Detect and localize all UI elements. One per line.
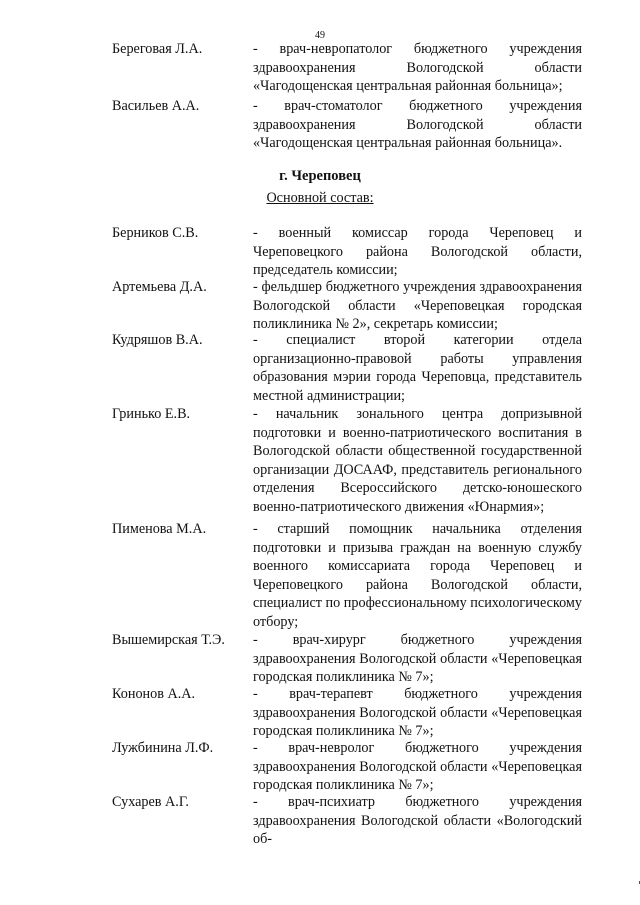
list-item xyxy=(112,793,582,849)
member-role: - врач-психиатр бюджетного учреждения здравоохранения Вологодской области «Вологодский об- xyxy=(253,794,582,848)
member-name: Береговая Л.А. xyxy=(112,41,203,57)
member-name: Гринько Е.В. xyxy=(112,406,191,422)
section-title: г. Череповец xyxy=(279,168,361,184)
member-name: Кудряшов В.А. xyxy=(112,332,203,348)
member-name: Вышемирская Т.Э. xyxy=(112,632,225,648)
list-item xyxy=(112,685,582,741)
member-role: - специалист второй категории отдела организационно-правовой работы управления образования мэрии города Череповца, представитель местной администрации; xyxy=(253,332,582,404)
member-name: Артемьева Д.А. xyxy=(112,279,207,295)
list-item xyxy=(112,631,582,687)
member-name: Сухарев А.Г. xyxy=(112,794,189,810)
list-item xyxy=(112,224,582,280)
member-role: - врач-невропатолог бюджетного учреждения здравоохранения Вологодской области «Чагодощенская центральная районная больница»; xyxy=(253,41,582,95)
list-item xyxy=(112,739,582,795)
member-name: Кононов А.А. xyxy=(112,686,196,702)
list-item xyxy=(112,97,582,153)
member-role: - фельдшер бюджетного учреждения здравоохранения Вологодской области «Череповецкая городская поликлиника № 2», секретарь комиссии; xyxy=(253,279,582,333)
member-role: - старший помощник начальника отделения подготовки и призыва граждан на военную службу военного комиссариата города Череповец и Череповецкого района Вологодской области, специалист по профессиональному психологическому отбору; xyxy=(253,521,582,630)
member-role: - начальник зонального центра допризывной подготовки и военно-патриотического воспитания в Вологодской области общественной государственной организации ДОСААФ, представитель регионального отделения Всероссийского детско-юношеского военно-патриотического движения «Юнармия»; xyxy=(253,406,582,515)
list-item xyxy=(112,331,582,405)
member-role: - врач-терапевт бюджетного учреждения здравоохранения Вологодской области «Череповецкая городская поликлиника № 7»; xyxy=(253,686,582,740)
member-role: - врач-невролог бюджетного учреждения здравоохранения Вологодской области «Череповецкая городская поликлиника № 7»; xyxy=(253,740,582,794)
member-name: Пименова М.А. xyxy=(112,521,207,537)
list-item xyxy=(112,40,582,96)
member-name: Берников С.В. xyxy=(112,225,199,241)
member-name: Васильев А.А. xyxy=(112,98,200,114)
member-role: - военный комиссар города Череповец и Череповецкого района Вологодской области, председатель комиссии; xyxy=(253,225,582,279)
list-item xyxy=(112,278,582,334)
section-subtitle: Основной состав: xyxy=(266,190,374,206)
list-item xyxy=(112,520,582,632)
member-name: Лужбинина Л.Ф. xyxy=(112,740,214,756)
list-item xyxy=(112,405,582,517)
page-number: 49 xyxy=(315,30,325,41)
member-role: - врач-стоматолог бюджетного учреждения здравоохранения Вологодской области «Чагодощенская центральная районная больница». xyxy=(253,98,582,152)
member-role: - врач-хирург бюджетного учреждения здравоохранения Вологодской области «Череповецкая городская поликлиника № 7»; xyxy=(253,632,582,686)
